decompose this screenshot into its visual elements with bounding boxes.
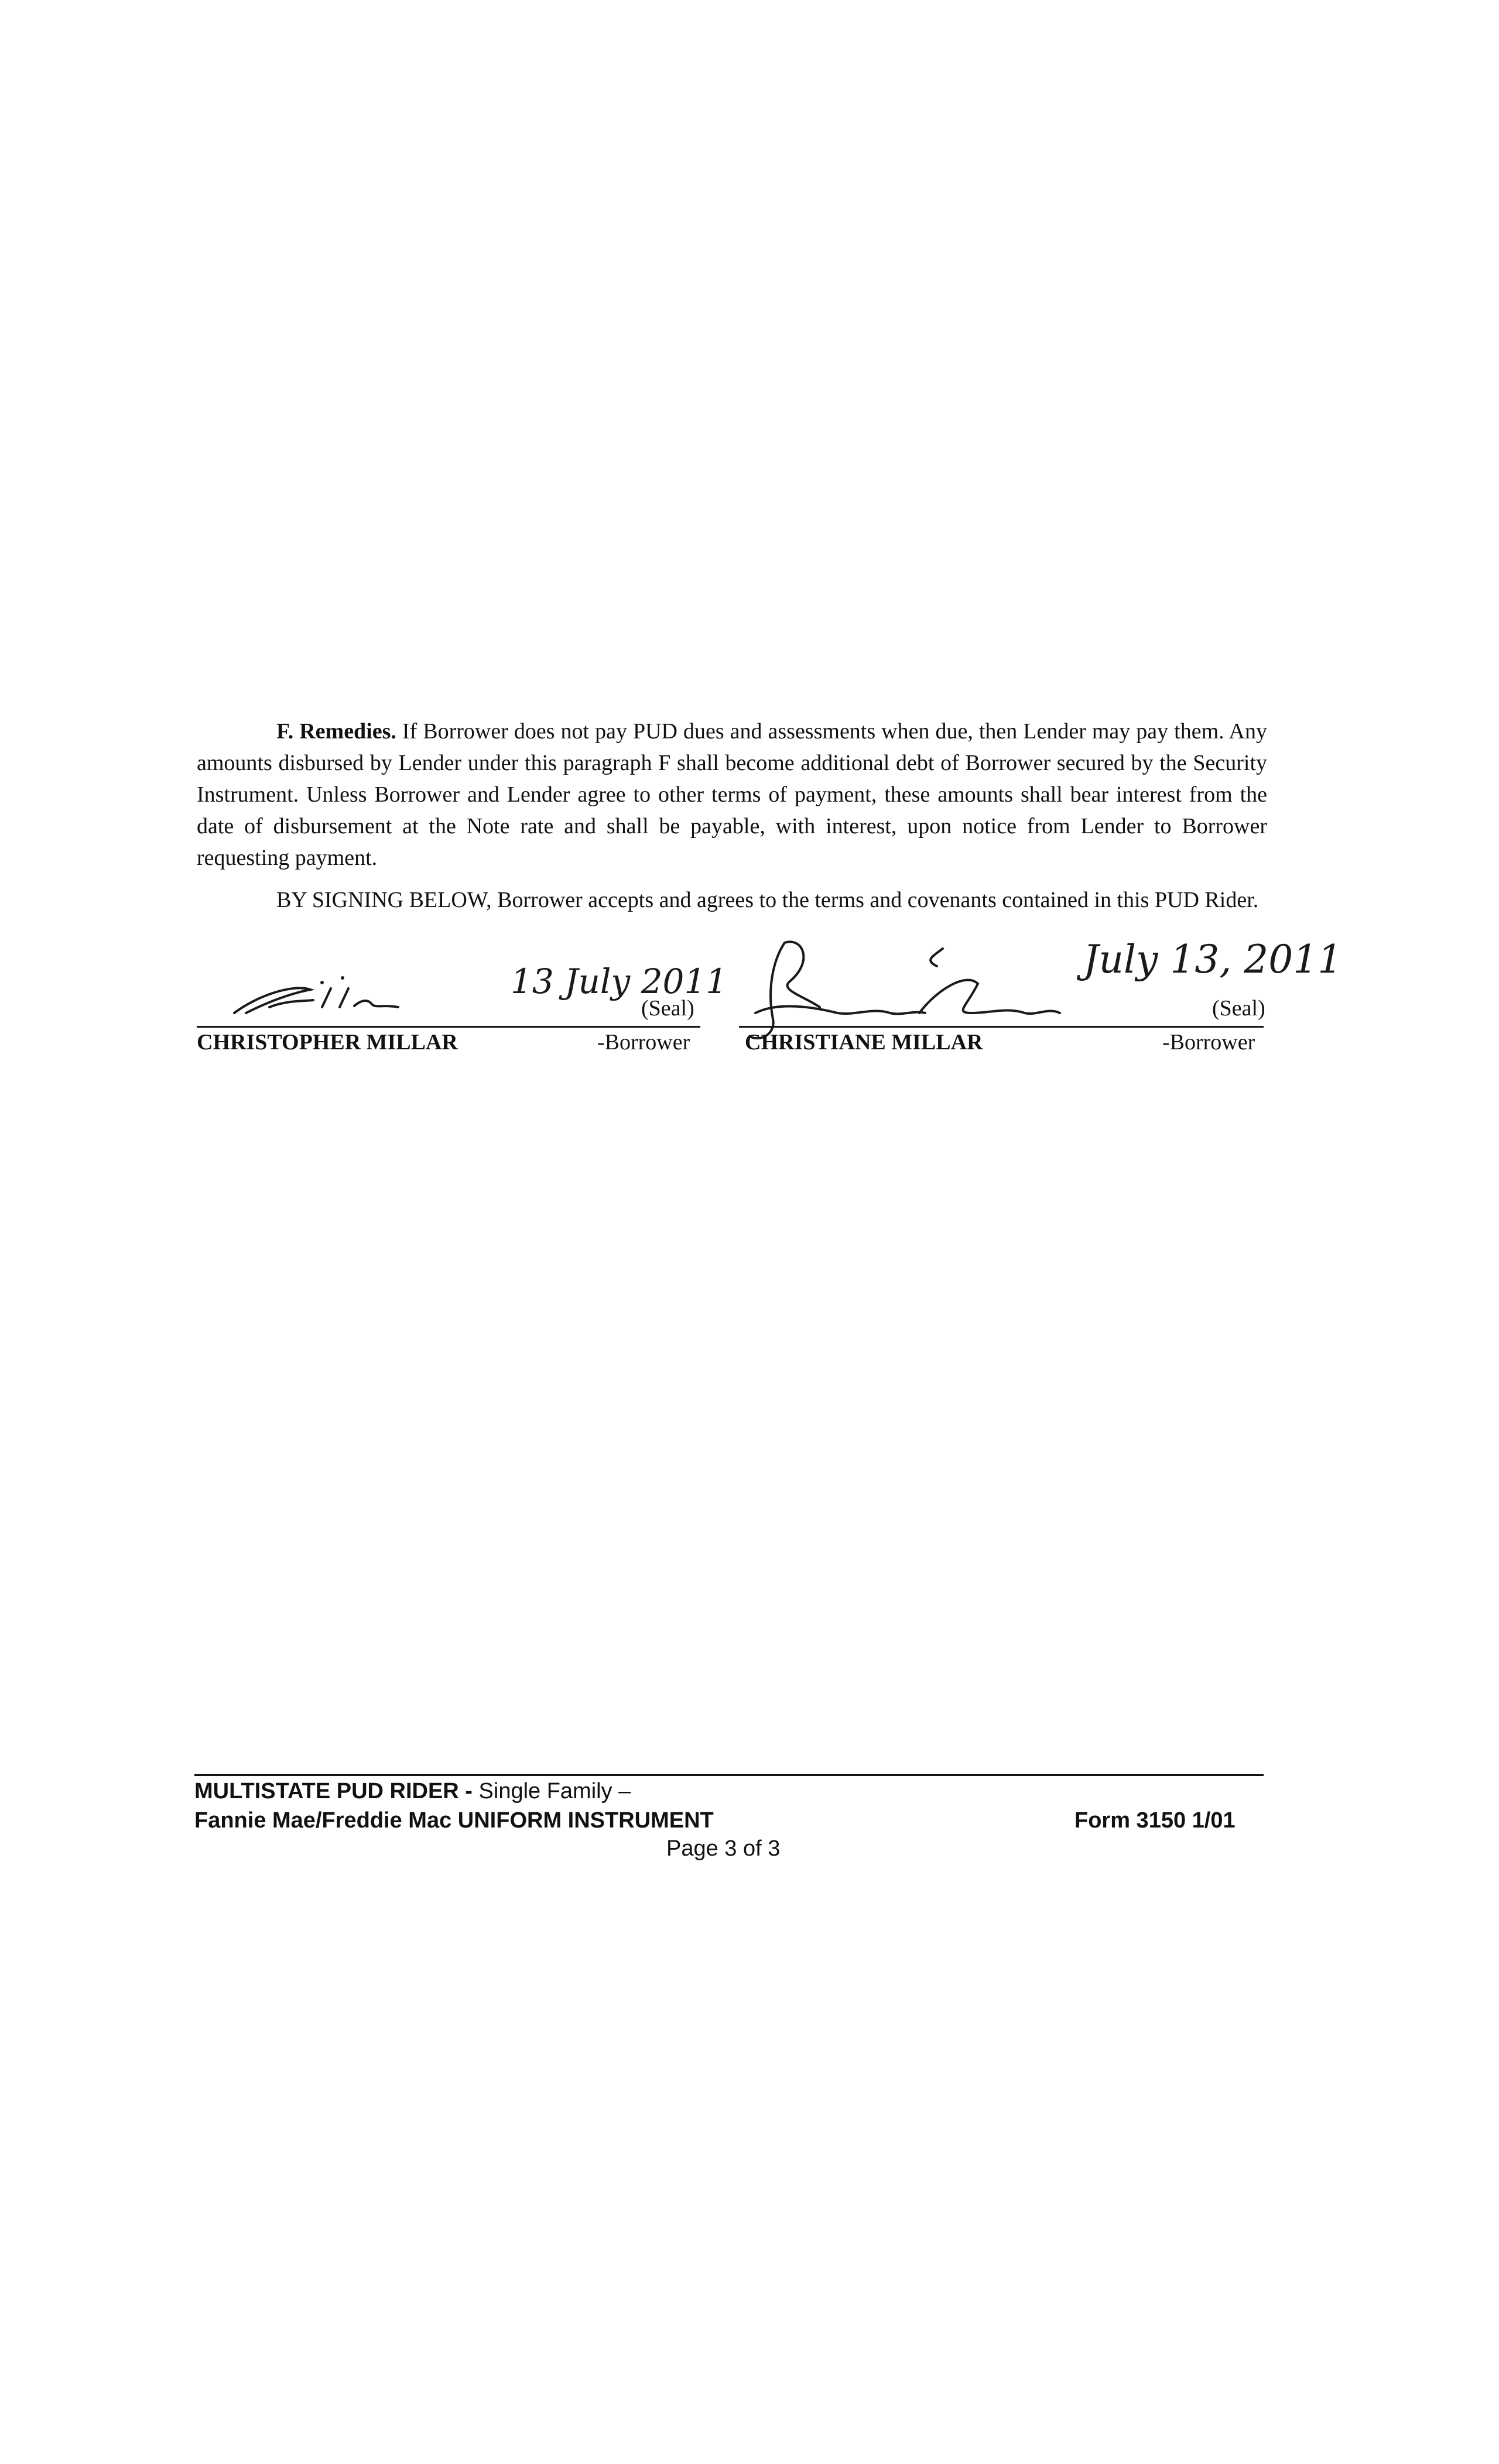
right-signature-line <box>739 1026 1264 1028</box>
left-borrower-role: -Borrower <box>597 1030 690 1055</box>
christopher-signature <box>223 972 416 1019</box>
christiane-handwritten-date: July 13, 2011 <box>1083 937 1343 982</box>
remedies-heading: F. Remedies. <box>276 719 396 744</box>
footer-title-rest: Single Family – <box>472 1779 631 1803</box>
left-borrower-name: CHRISTOPHER MILLAR <box>197 1030 458 1055</box>
footer-form-number: Form 3150 1/01 <box>1074 1808 1236 1833</box>
footer-title <box>194 1779 631 1804</box>
footer-page-number: Page 3 of 3 <box>666 1836 781 1861</box>
footer-instrument: Fannie Mae/Freddie Mac UNIFORM INSTRUMENT <box>194 1808 714 1833</box>
signature-block <box>0 913 1499 1089</box>
remedies-text: If Borrower does not pay PUD dues and assessments when due, then Lender may pay them. Any amounts disbursed by Lender under this paragraph F shall become additional debt of Borrower secured by the Security Instrument. Unless Borrower and Lender agree to other terms of payment, these amounts shall bear interest from the date of disbursement at the Note rate and shall be payable, with interest, upon notice from Lender to Borrower requesting payment. <box>197 719 1268 870</box>
footer-title-bold: MULTISTATE PUD RIDER - <box>194 1779 473 1803</box>
left-seal-label: (Seal) <box>641 996 694 1021</box>
christopher-handwritten-date: 13 July 2011 <box>511 961 728 1001</box>
remedies-section <box>197 716 1267 916</box>
signing-statement: BY SIGNING BELOW, Borrower accepts and agrees to the terms and covenants contained in this PUD Rider. <box>276 888 1259 912</box>
right-seal-label: (Seal) <box>1212 996 1265 1021</box>
right-borrower-name: CHRISTIANE MILLAR <box>745 1030 983 1055</box>
right-borrower-role: -Borrower <box>1162 1030 1255 1055</box>
left-signature-line <box>197 1026 700 1028</box>
remedies-paragraph <box>197 716 1267 874</box>
footer-rule <box>194 1774 1264 1776</box>
